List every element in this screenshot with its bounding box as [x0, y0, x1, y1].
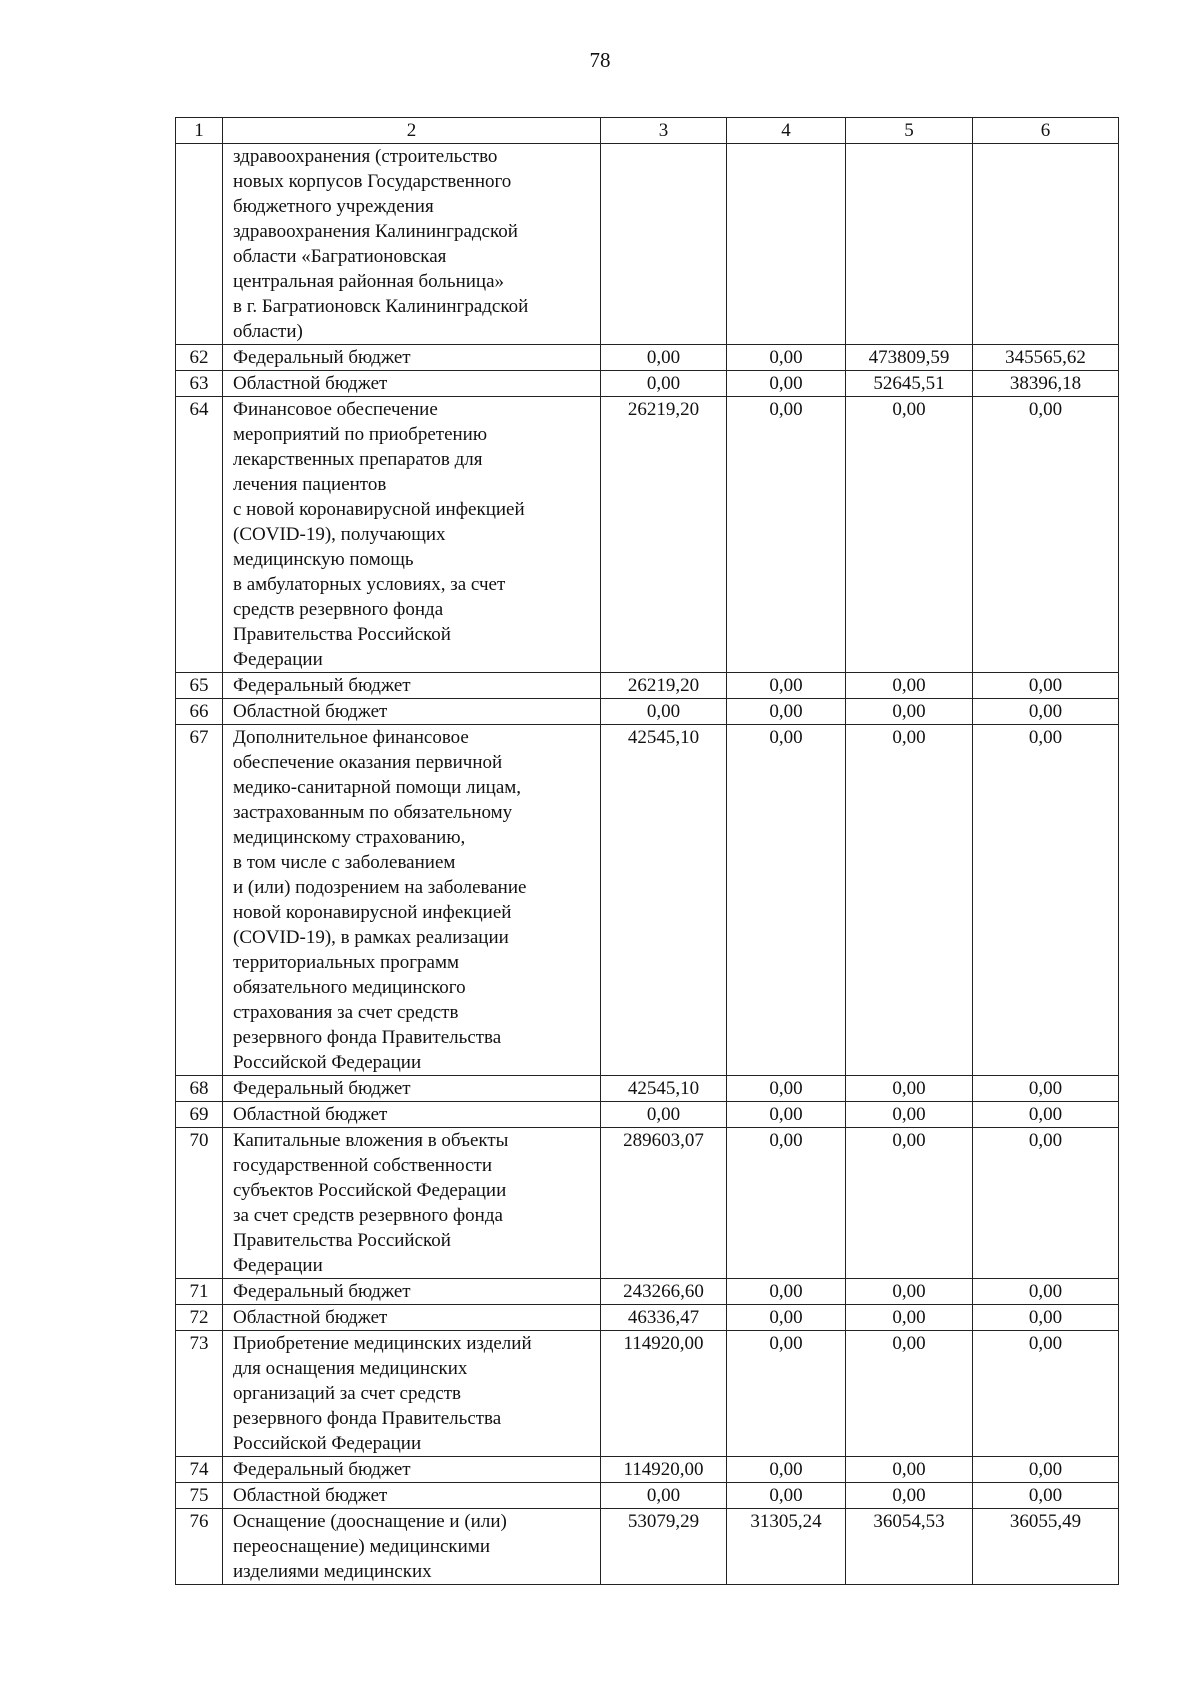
- description-line: медицинскому страхованию,: [233, 827, 466, 848]
- description-line: Капитальные вложения в объекты: [233, 1130, 509, 1151]
- table-row: [176, 699, 1119, 725]
- value-c6: 38396,18: [973, 371, 1119, 397]
- row-number: 69: [176, 1102, 223, 1128]
- value-c6: 0,00: [973, 1279, 1119, 1305]
- row-description: [223, 725, 601, 1076]
- value-c3: 0,00: [601, 371, 727, 397]
- value-c3: 289603,07: [601, 1128, 727, 1279]
- row-description: [223, 371, 601, 397]
- description-line: резервного фонда Правительства: [233, 1027, 502, 1048]
- row-number: 75: [176, 1483, 223, 1509]
- budget-table: [175, 117, 1119, 1585]
- description-line: средств резервного фонда: [233, 599, 444, 620]
- value-c4: 31305,24: [727, 1509, 846, 1585]
- description-line: страхования за счет средств: [233, 1002, 459, 1023]
- table-row: [176, 673, 1119, 699]
- value-c3: 0,00: [601, 1483, 727, 1509]
- description-line: резервного фонда Правительства: [233, 1408, 502, 1429]
- value-c3: 26219,20: [601, 397, 727, 673]
- description-line: лечения пациентов: [233, 474, 387, 495]
- row-number: 65: [176, 673, 223, 699]
- row-number: 71: [176, 1279, 223, 1305]
- value-c4: [727, 144, 846, 345]
- value-c6: 0,00: [973, 1128, 1119, 1279]
- row-description: [223, 1279, 601, 1305]
- row-description: [223, 397, 601, 673]
- value-c5: 0,00: [846, 699, 973, 725]
- table-row: [176, 371, 1119, 397]
- table-row: [176, 1305, 1119, 1331]
- description-line: Оснащение (дооснащение и (или): [233, 1511, 507, 1532]
- value-c4: 0,00: [727, 1331, 846, 1457]
- value-c6: 0,00: [973, 1076, 1119, 1102]
- description-line: и (или) подозрением на заболевание: [233, 877, 527, 898]
- description-line: обеспечение оказания первичной: [233, 752, 503, 773]
- description-line: в г. Багратионовск Калининградской: [233, 296, 529, 317]
- description-line: Федеральный бюджет: [233, 1078, 411, 1099]
- row-number: 74: [176, 1457, 223, 1483]
- value-c5: 0,00: [846, 1279, 973, 1305]
- value-c5: 0,00: [846, 1305, 973, 1331]
- description-line: медицинскую помощь: [233, 549, 414, 570]
- row-description: [223, 1305, 601, 1331]
- column-header: 2: [223, 118, 601, 144]
- row-number: 64: [176, 397, 223, 673]
- value-c5: 0,00: [846, 1076, 973, 1102]
- description-line: Федерации: [233, 1255, 323, 1276]
- value-c6: 0,00: [973, 725, 1119, 1076]
- description-line: Правительства Российской: [233, 1230, 451, 1251]
- value-c6: [973, 144, 1119, 345]
- value-c3: 42545,10: [601, 725, 727, 1076]
- value-c3: 243266,60: [601, 1279, 727, 1305]
- row-description: [223, 1457, 601, 1483]
- description-line: области): [233, 321, 303, 342]
- description-line: Областной бюджет: [233, 1307, 388, 1328]
- description-line: Федеральный бюджет: [233, 1281, 411, 1302]
- value-c6: 0,00: [973, 1331, 1119, 1457]
- table-body: [176, 144, 1119, 1585]
- description-line: Федерации: [233, 649, 323, 670]
- value-c3: 53079,29: [601, 1509, 727, 1585]
- description-line: в амбулаторных условиях, за счет: [233, 574, 506, 595]
- row-description: [223, 1128, 601, 1279]
- table-row: [176, 144, 1119, 345]
- value-c5: 0,00: [846, 673, 973, 699]
- description-line: Областной бюджет: [233, 701, 388, 722]
- value-c3: 46336,47: [601, 1305, 727, 1331]
- description-line: здравоохранения Калининградской: [233, 221, 518, 242]
- description-line: за счет средств резервного фонда: [233, 1205, 503, 1226]
- row-description: [223, 1102, 601, 1128]
- description-line: Федеральный бюджет: [233, 675, 411, 696]
- description-line: (COVID-19), получающих: [233, 524, 446, 545]
- description-line: государственной собственности: [233, 1155, 493, 1176]
- row-description: [223, 345, 601, 371]
- description-line: территориальных программ: [233, 952, 459, 973]
- description-line: переоснащение) медицинскими: [233, 1536, 491, 1557]
- value-c3: 0,00: [601, 345, 727, 371]
- value-c6: 345565,62: [973, 345, 1119, 371]
- table-header-row: [176, 118, 1119, 144]
- value-c5: 0,00: [846, 1483, 973, 1509]
- column-header: 5: [846, 118, 973, 144]
- row-number: 73: [176, 1331, 223, 1457]
- description-line: Правительства Российской: [233, 624, 451, 645]
- table-row: [176, 1509, 1119, 1585]
- value-c5: 0,00: [846, 1331, 973, 1457]
- value-c6: 0,00: [973, 699, 1119, 725]
- description-line: (COVID-19), в рамках реализации: [233, 927, 509, 948]
- description-line: новых корпусов Государственного: [233, 171, 512, 192]
- description-line: обязательного медицинского: [233, 977, 466, 998]
- description-line: с новой коронавирусной инфекцией: [233, 499, 525, 520]
- description-line: Приобретение медицинских изделий: [233, 1333, 532, 1354]
- column-header: 6: [973, 118, 1119, 144]
- row-description: [223, 673, 601, 699]
- description-line: для оснащения медицинских: [233, 1358, 468, 1379]
- column-header: 1: [176, 118, 223, 144]
- value-c6: 0,00: [973, 1305, 1119, 1331]
- table-row: [176, 1102, 1119, 1128]
- value-c4: 0,00: [727, 1076, 846, 1102]
- row-number: 68: [176, 1076, 223, 1102]
- description-line: Федеральный бюджет: [233, 1459, 411, 1480]
- row-number: 72: [176, 1305, 223, 1331]
- row-number: 70: [176, 1128, 223, 1279]
- value-c5: 52645,51: [846, 371, 973, 397]
- value-c6: 0,00: [973, 1102, 1119, 1128]
- description-line: лекарственных препаратов для: [233, 449, 483, 470]
- value-c6: 36055,49: [973, 1509, 1119, 1585]
- description-line: Областной бюджет: [233, 1485, 388, 1506]
- row-number: 63: [176, 371, 223, 397]
- description-line: Федеральный бюджет: [233, 347, 411, 368]
- row-description: [223, 1483, 601, 1509]
- row-number: [176, 144, 223, 345]
- value-c4: 0,00: [727, 1128, 846, 1279]
- row-description: [223, 699, 601, 725]
- value-c3: 114920,00: [601, 1331, 727, 1457]
- column-header: 4: [727, 118, 846, 144]
- table-row: [176, 1076, 1119, 1102]
- row-description: [223, 144, 601, 345]
- value-c5: 473809,59: [846, 345, 973, 371]
- table-row: [176, 345, 1119, 371]
- value-c3: 42545,10: [601, 1076, 727, 1102]
- value-c6: 0,00: [973, 1457, 1119, 1483]
- value-c3: 114920,00: [601, 1457, 727, 1483]
- description-line: области «Багратионовская: [233, 246, 447, 267]
- value-c4: 0,00: [727, 371, 846, 397]
- value-c6: 0,00: [973, 673, 1119, 699]
- description-line: Дополнительное финансовое: [233, 727, 469, 748]
- description-line: здравоохранения (строительство: [233, 146, 498, 167]
- value-c5: 0,00: [846, 1128, 973, 1279]
- value-c4: 0,00: [727, 673, 846, 699]
- description-line: изделиями медицинских: [233, 1561, 432, 1582]
- description-line: медико-санитарной помощи лицам,: [233, 777, 522, 798]
- description-line: бюджетного учреждения: [233, 196, 434, 217]
- description-line: застрахованным по обязательному: [233, 802, 513, 823]
- row-description: [223, 1076, 601, 1102]
- value-c4: 0,00: [727, 1102, 846, 1128]
- value-c5: [846, 144, 973, 345]
- value-c4: 0,00: [727, 1305, 846, 1331]
- description-line: Областной бюджет: [233, 1104, 388, 1125]
- table-row: [176, 397, 1119, 673]
- description-line: организаций за счет средств: [233, 1383, 462, 1404]
- value-c4: 0,00: [727, 699, 846, 725]
- row-number: 62: [176, 345, 223, 371]
- value-c5: 0,00: [846, 725, 973, 1076]
- value-c4: 0,00: [727, 397, 846, 673]
- row-number: 76: [176, 1509, 223, 1585]
- row-description: [223, 1331, 601, 1457]
- description-line: мероприятий по приобретению: [233, 424, 488, 445]
- row-number: 67: [176, 725, 223, 1076]
- row-number: 66: [176, 699, 223, 725]
- row-description: [223, 1509, 601, 1585]
- table-row: [176, 1128, 1119, 1279]
- value-c4: 0,00: [727, 345, 846, 371]
- value-c3: [601, 144, 727, 345]
- column-header: 3: [601, 118, 727, 144]
- table-row: [176, 1457, 1119, 1483]
- page-number: 78: [589, 48, 611, 72]
- value-c5: 36054,53: [846, 1509, 973, 1585]
- description-line: Российской Федерации: [233, 1433, 422, 1454]
- value-c3: 0,00: [601, 1102, 727, 1128]
- description-line: Финансовое обеспечение: [233, 399, 438, 420]
- value-c5: 0,00: [846, 397, 973, 673]
- value-c3: 26219,20: [601, 673, 727, 699]
- value-c5: 0,00: [846, 1457, 973, 1483]
- value-c6: 0,00: [973, 1483, 1119, 1509]
- description-line: новой коронавирусной инфекцией: [233, 902, 512, 923]
- value-c3: 0,00: [601, 699, 727, 725]
- table-row: [176, 1279, 1119, 1305]
- value-c4: 0,00: [727, 1457, 846, 1483]
- description-line: Областной бюджет: [233, 373, 388, 394]
- description-line: центральная районная больница»: [233, 271, 505, 292]
- table-row: [176, 725, 1119, 1076]
- description-line: субъектов Российской Федерации: [233, 1180, 507, 1201]
- value-c4: 0,00: [727, 1483, 846, 1509]
- description-line: в том числе с заболеванием: [233, 852, 456, 873]
- table-row: [176, 1331, 1119, 1457]
- table-row: [176, 1483, 1119, 1509]
- value-c4: 0,00: [727, 725, 846, 1076]
- description-line: Российской Федерации: [233, 1052, 422, 1073]
- value-c6: 0,00: [973, 397, 1119, 673]
- value-c5: 0,00: [846, 1102, 973, 1128]
- value-c4: 0,00: [727, 1279, 846, 1305]
